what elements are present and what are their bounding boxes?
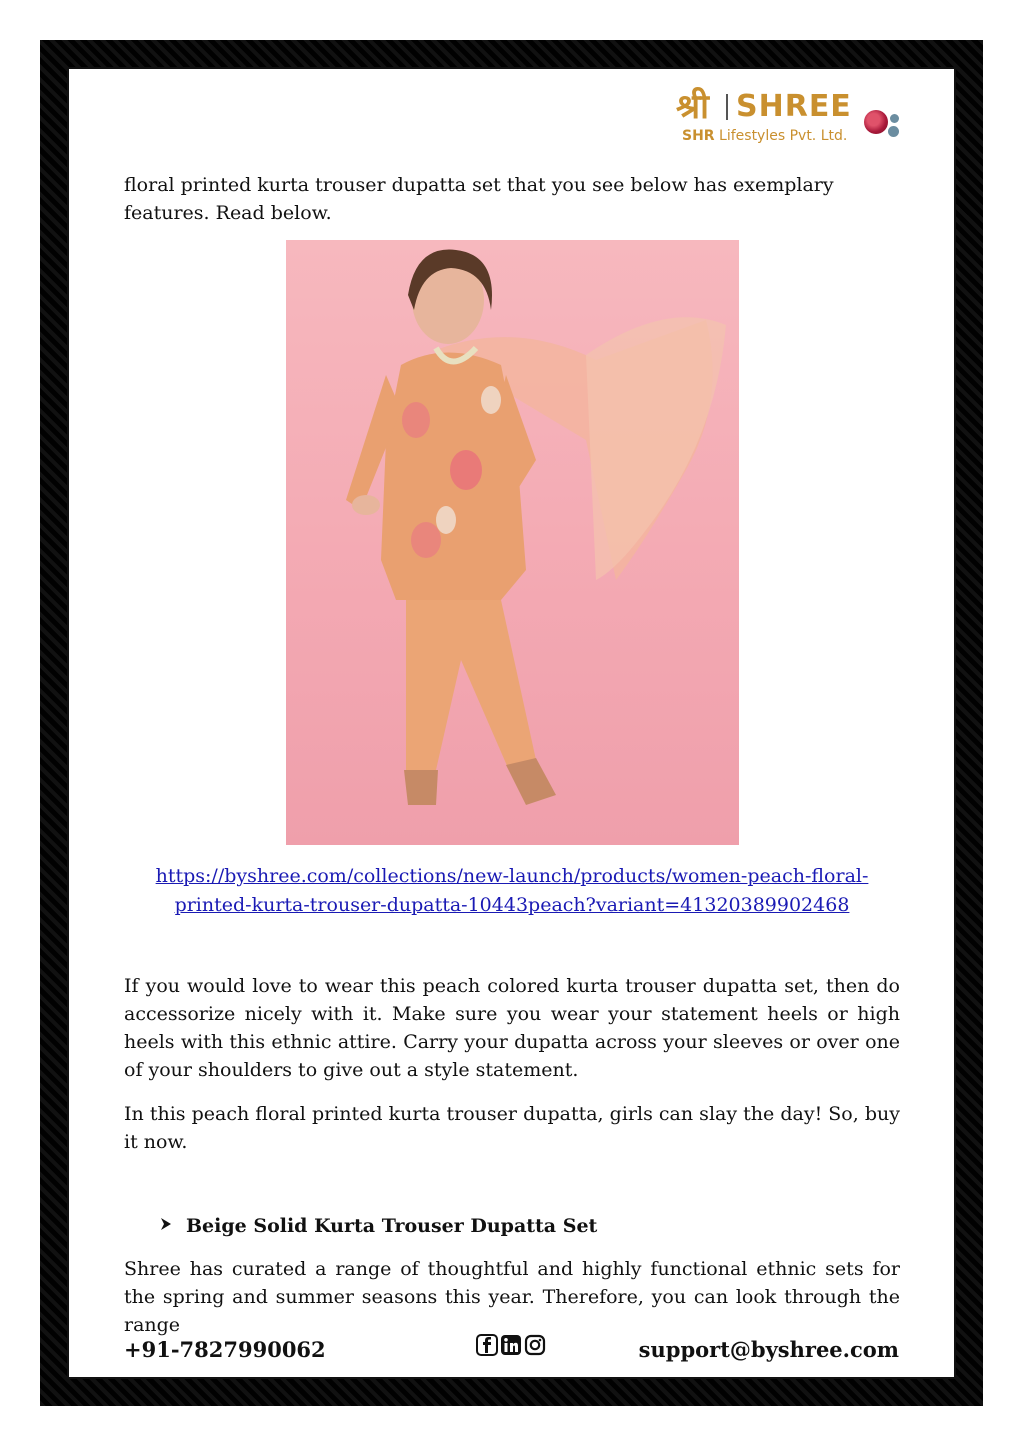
logo-mark: श्री <box>676 87 709 127</box>
logo-name: SHREE <box>736 89 852 124</box>
logo-dot-icon <box>888 126 899 137</box>
section-heading <box>158 1212 597 1241</box>
arrow-bullet-icon <box>158 1213 176 1241</box>
section-heading-text: Beige Solid Kurta Trouser Dupatta Set <box>186 1215 598 1237</box>
social-links <box>476 1334 546 1358</box>
footer-phone[interactable]: +91-7827990062 <box>124 1337 326 1362</box>
linkedin-icon[interactable] <box>500 1334 522 1356</box>
intro-paragraph: floral printed kurta trouser dupatta set that you see below has exemplary features. Read below. <box>124 174 834 224</box>
body-paragraph-2: In this peach floral printed kurta trouser dupatta, girls can slay the day! So, buy it now. <box>124 1103 900 1153</box>
body-paragraph-1: If you would love to wear this peach colored kurta trouser dupatta set, then do accessorize nicely with it. Make sure you wear your statement heels or high heels with this ethnic attire. Carry your dupatta across your sleeves or over one of your shoulders to give out a style statement. <box>124 975 900 1081</box>
rose-icon <box>864 110 888 134</box>
instagram-icon[interactable] <box>524 1334 546 1356</box>
body-paragraph-3: Shree has curated a range of thoughtful and highly functional ethnic sets for the spring and summer seasons this year. Therefore, you can look through the range <box>124 1258 900 1336</box>
logo-company-prefix: SHR <box>682 128 715 144</box>
brand-logo <box>676 88 906 152</box>
logo-separator <box>726 94 728 120</box>
product-photo <box>286 240 739 845</box>
logo-company-rest: Lifestyles Pvt. Ltd. <box>714 128 848 144</box>
product-link[interactable]: https://byshree.com/collections/new-launch/products/women-peach-floral-printed-kurta-trouser-dupatta-10443peach?variant=41320389902468 <box>155 865 869 916</box>
logo-dot-icon <box>890 114 899 123</box>
facebook-icon[interactable] <box>476 1334 498 1356</box>
logo-company-name <box>682 128 847 144</box>
footer-email[interactable]: support@byshree.com <box>638 1337 899 1362</box>
model-illustration <box>286 240 739 845</box>
